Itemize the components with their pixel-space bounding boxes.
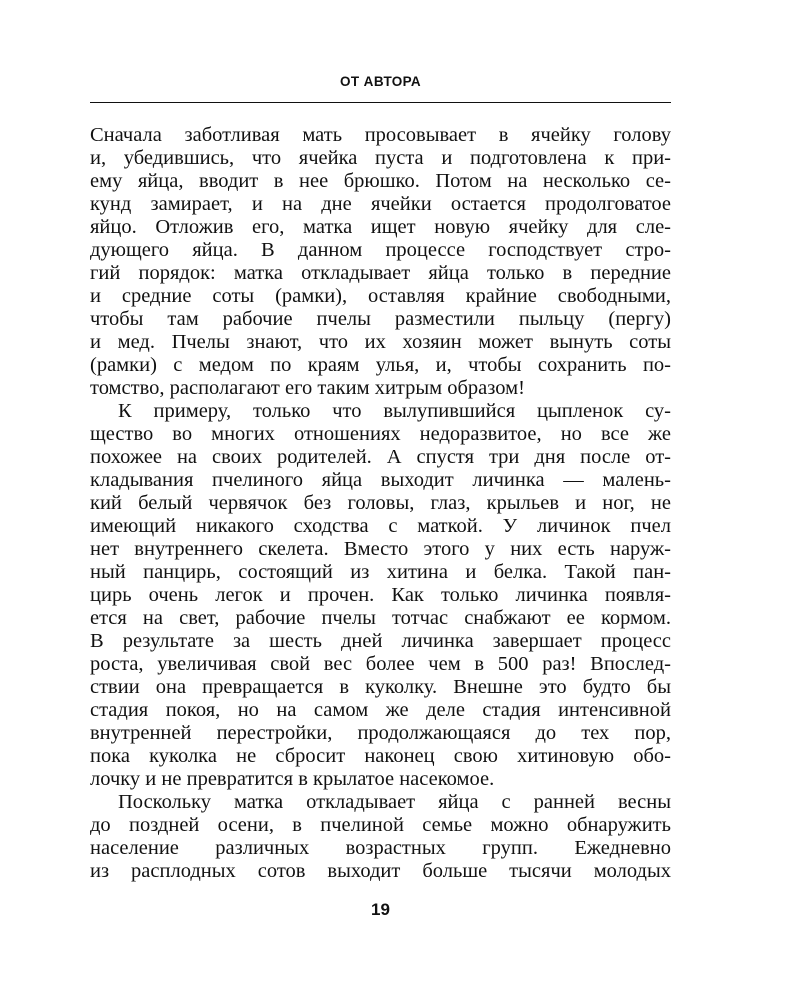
text-line: роста, увеличивая свой вес более чем в 500 раз! Впослед- — [90, 653, 671, 675]
text-line: лочку и не превратится в крылатое насекомое. — [90, 768, 495, 790]
text-line: похожее на своих родителей. А спустя три дня после от- — [90, 446, 671, 468]
text-line: кладывания пчелиного яйца выходит личинка — малень- — [90, 469, 671, 491]
text-line: яйцо. Отложив его, матка ищет новую ячейку для сле- — [90, 216, 671, 238]
text-line: до поздней осени, в пчелиной семье можно обнаружить — [90, 814, 671, 836]
text-line: население различных возрастных групп. Ежедневно — [90, 837, 671, 859]
text-line: кий белый червячок без головы, глаз, крыльев и ног, не — [90, 492, 671, 514]
text-line: из расплодных сотов выходит больше тысячи молодых — [90, 860, 671, 882]
text-line: нет внутреннего скелета. Вместо этого у них есть наруж- — [90, 538, 671, 560]
text-line: дующего яйца. В данном процессе господствует стро- — [90, 239, 671, 261]
text-line: пока куколка не сбросит наконец свою хитиновую обо- — [90, 745, 671, 767]
text-line: чтобы там рабочие пчелы разместили пыльцу (пергу) — [90, 308, 671, 330]
running-header: ОТ АВТОРА — [339, 74, 422, 89]
text-line: и мед. Пчелы знают, что их хозяин может вынуть соты — [90, 331, 671, 353]
text-line: К примеру, только что вылупившийся цыпленок су- — [118, 400, 671, 422]
text-line: щество во многих отношениях недоразвитое, но все же — [90, 423, 671, 445]
text-line: и, убедившись, что ячейка пуста и подготовлена к при- — [90, 147, 671, 169]
text-line: ему яйца, вводит в нее брюшко. Потом на несколько се- — [90, 170, 671, 192]
header-divider — [90, 102, 671, 103]
text-line: Сначала заботливая мать просовывает в ячейку голову — [90, 124, 671, 146]
text-line: гий порядок: матка откладывает яйца только в передние — [90, 262, 671, 284]
text-line: ется на свет, рабочие пчелы тотчас снабжают ее кормом. — [90, 607, 671, 629]
text-line: ный панцирь, состоящий из хитина и белка. Такой пан- — [90, 561, 671, 583]
text-line: внутренней перестройки, продолжающаяся до тех пор, — [90, 722, 671, 744]
text-line: (рамки) с медом по краям улья, и, чтобы сохранить по- — [90, 354, 671, 376]
text-line: Поскольку матка откладывает яйца с ранней весны — [118, 791, 671, 813]
text-line: имеющий никакого сходства с маткой. У личинок пчел — [90, 515, 671, 537]
text-line: цирь очень легок и прочен. Как только личинка появля- — [90, 584, 671, 606]
text-line: стадия покоя, но на самом же деле стадия интенсивной — [90, 699, 671, 721]
text-line: В результате за шесть дней личинка завершает процесс — [90, 630, 671, 652]
page-number: 19 — [371, 900, 390, 919]
body-text — [90, 124, 671, 883]
text-line: кунд замирает, и на дне ячейки остается продолговатое — [90, 193, 671, 215]
text-line: томство, располагают его таким хитрым образом! — [90, 377, 525, 399]
text-line: и средние соты (рамки), оставляя крайние свободными, — [90, 285, 671, 307]
text-line: ствии она превращается в куколку. Внешне это будто бы — [90, 676, 671, 698]
